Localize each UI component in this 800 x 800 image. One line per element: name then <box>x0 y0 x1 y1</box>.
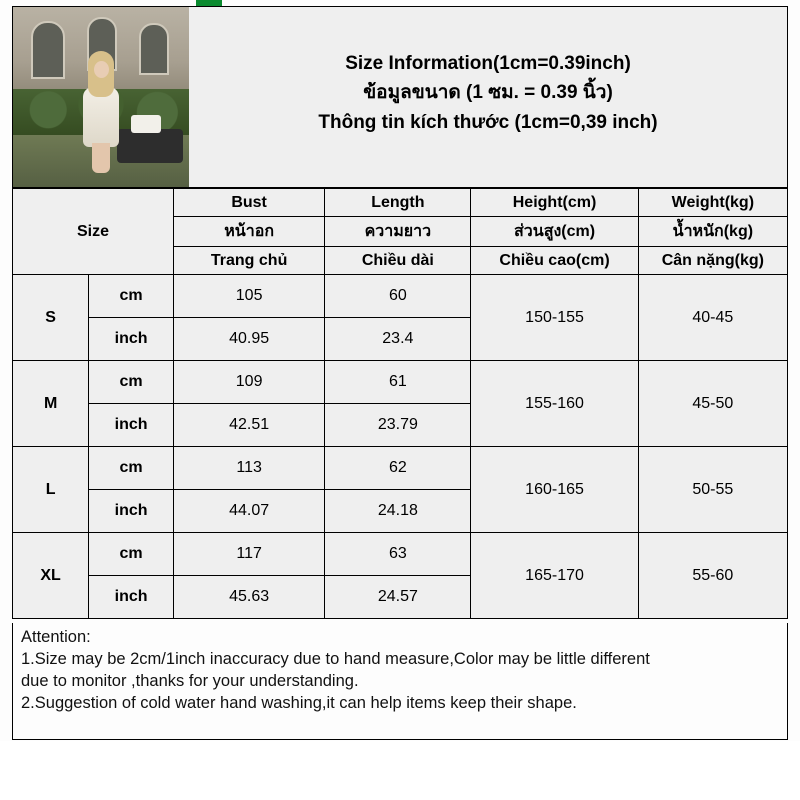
attention-heading: Attention: <box>21 628 91 646</box>
table-header-row-en <box>13 189 788 217</box>
row-height: 160-165 <box>471 447 638 533</box>
header-weight-en: Weight(kg) <box>638 189 787 217</box>
row-bust-inch: 40.95 <box>173 318 324 361</box>
row-unit-cm: cm <box>89 447 174 490</box>
photo-model-figure <box>79 51 123 161</box>
header-length-en: Length <box>325 189 471 217</box>
row-unit-inch: inch <box>89 318 174 361</box>
photo-bag <box>131 115 161 133</box>
row-unit-inch: inch <box>89 404 174 447</box>
row-length-inch: 24.18 <box>325 490 471 533</box>
attention-block <box>12 623 788 740</box>
row-length-cm: 62 <box>325 447 471 490</box>
row-length-inch: 24.57 <box>325 576 471 619</box>
row-height: 150-155 <box>471 275 638 361</box>
row-height: 165-170 <box>471 533 638 619</box>
row-bust-inch: 45.63 <box>173 576 324 619</box>
row-weight: 45-50 <box>638 361 787 447</box>
row-size-label: S <box>13 275 89 361</box>
photo-face <box>94 61 109 78</box>
row-bust-inch: 42.51 <box>173 404 324 447</box>
row-size-label: XL <box>13 533 89 619</box>
row-bust-cm: 117 <box>173 533 324 576</box>
table-row <box>13 533 788 576</box>
photo-window <box>139 23 169 75</box>
header-size: Size <box>13 189 174 275</box>
row-height: 155-160 <box>471 361 638 447</box>
header-weight-vi: Cân nặng(kg) <box>638 247 787 275</box>
header-bust-th: หน้าอก <box>173 217 324 247</box>
row-size-label: M <box>13 361 89 447</box>
row-unit-inch: inch <box>89 576 174 619</box>
row-bust-inch: 44.07 <box>173 490 324 533</box>
table-row <box>13 447 788 490</box>
row-length-inch: 23.4 <box>325 318 471 361</box>
header-height-th: ส่วนสูง(cm) <box>471 217 638 247</box>
banner-title-block <box>189 7 787 187</box>
row-unit-cm: cm <box>89 361 174 404</box>
photo-window <box>31 21 65 79</box>
header-length-th: ความยาว <box>325 217 471 247</box>
row-size-label: L <box>13 447 89 533</box>
header-weight-th: น้ำหนัก(kg) <box>638 217 787 247</box>
size-table <box>12 188 788 619</box>
row-weight: 50-55 <box>638 447 787 533</box>
banner <box>12 6 788 188</box>
row-length-cm: 63 <box>325 533 471 576</box>
row-length-cm: 60 <box>325 275 471 318</box>
attention-line-2: due to monitor ,thanks for your understanding. <box>21 671 359 690</box>
table-row <box>13 275 788 318</box>
attention-line-3: 2.Suggestion of cold water hand washing,it can help items keep their shape. <box>21 693 577 712</box>
row-unit-cm: cm <box>89 533 174 576</box>
table-row <box>13 361 788 404</box>
row-unit-inch: inch <box>89 490 174 533</box>
header-bust-en: Bust <box>173 189 324 217</box>
header-bust-vi: Trang chủ <box>173 247 324 275</box>
row-weight: 40-45 <box>638 275 787 361</box>
row-length-inch: 23.79 <box>325 404 471 447</box>
model-photo <box>13 7 189 187</box>
row-weight: 55-60 <box>638 533 787 619</box>
banner-title-en: Size Information(1cm=0.39inch) <box>345 52 631 74</box>
photo-legs <box>92 143 110 173</box>
header-height-en: Height(cm) <box>471 189 638 217</box>
banner-title-vi: Thông tin kích thước (1cm=0,39 inch) <box>318 111 658 133</box>
photo-bench <box>117 129 183 163</box>
attention-line-1: 1.Size may be 2cm/1inch inaccuracy due to hand measure,Color may be little different <box>21 649 650 668</box>
row-unit-cm: cm <box>89 275 174 318</box>
header-length-vi: Chiều dài <box>325 247 471 275</box>
header-height-vi: Chiều cao(cm) <box>471 247 638 275</box>
row-bust-cm: 109 <box>173 361 324 404</box>
row-bust-cm: 105 <box>173 275 324 318</box>
banner-title-th: ข้อมูลขนาด (1 ซม. = 0.39 นิ้ว) <box>363 82 613 104</box>
row-length-cm: 61 <box>325 361 471 404</box>
row-bust-cm: 113 <box>173 447 324 490</box>
page-bottom-margin <box>0 741 800 800</box>
